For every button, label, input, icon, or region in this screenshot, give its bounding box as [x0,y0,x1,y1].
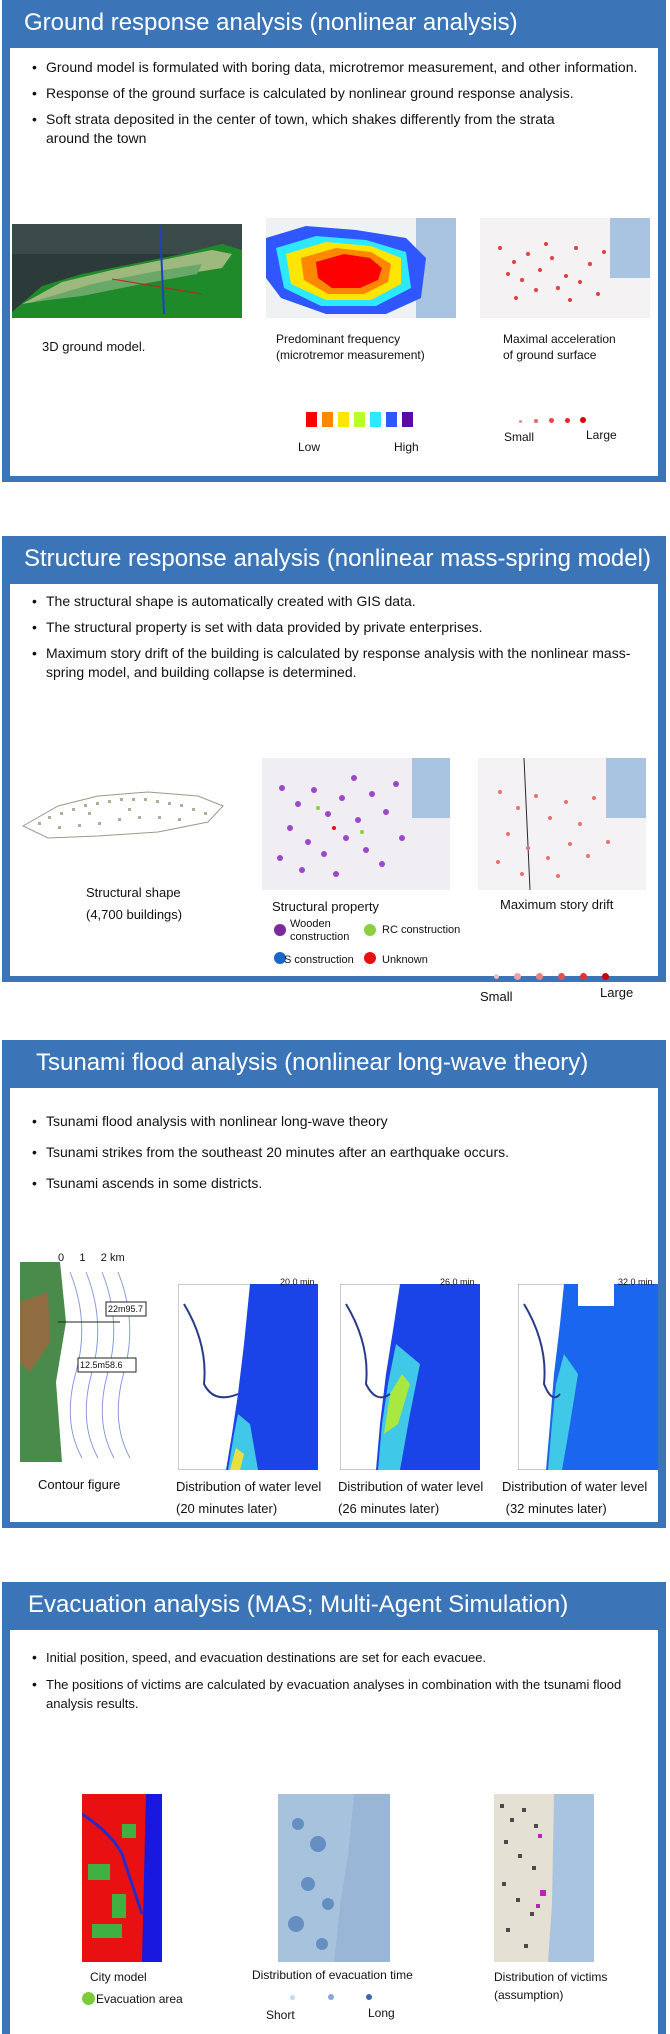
frequency-caption-1: Predominant frequency [276,332,401,346]
bullet-list [32,1648,632,1720]
rc-label: RC construction [382,924,461,936]
evacuation-analysis-panel [2,1582,666,2034]
acceleration-legend-small: Small [504,430,535,444]
tsunami-flood-panel [2,1040,666,1528]
legend-marker-1 [494,974,499,979]
wooden-marker [274,924,286,936]
ground-response-panel [2,0,666,482]
victims-distribution-map [494,1794,594,1962]
predominant-frequency-map [266,218,456,318]
evacuation-time-caption: Distribution of evacuation time [252,1968,413,1982]
bullet-item: • Tsunami ascends in some districts. [32,1174,632,1193]
legend-marker-short [290,1995,295,2000]
victims-caption-1: Distribution of victims [494,1970,608,1984]
structure-response-panel [2,536,666,1004]
max-acceleration-map [480,218,650,318]
structural-shape-caption-2: (4,700 buildings) [86,907,183,922]
map-time-20: 20.0 min. [280,1277,318,1287]
ground-model-caption: 3D ground model. [42,339,146,354]
frequency-scale-swatch [322,412,333,427]
bullet-item: • Tsunami strikes from the southeast 20 minutes after an earthquake occurs. [32,1143,632,1162]
section-body [10,48,658,476]
water-level-map-32 [518,1284,658,1470]
bullet-item: • Maximum story drift of the building is calculated by response analysis with the nonlinear mass-spring model, and building collapse is determined. [32,644,658,682]
map-caption-32-2: (32 minutes later) [502,1501,607,1516]
drift-caption: Maximum story drift [500,897,614,912]
bullet-list [32,58,642,155]
section-title: Tsunami flood analysis (nonlinear long-wave theory) [36,1049,589,1076]
acceleration-legend-large: Large [586,428,617,442]
drift-legend-small: Small [480,989,513,1004]
structural-shape-caption-1: Structural shape [86,885,181,900]
frequency-legend-high: High [394,440,419,454]
bullet-item: • The structural property is set with data provided by private enterprises. [32,618,658,637]
map-time-32: 32.0 min. [618,1277,656,1287]
map-caption-26-1: Distribution of water level [338,1479,484,1494]
legend-marker-6 [602,973,609,980]
frequency-scale-swatch [306,412,317,427]
section-body [10,1088,658,1522]
contour-caption: Contour figure [38,1477,121,1492]
legend-marker-5 [580,417,586,423]
frequency-scale-swatch [370,412,381,427]
wooden-label: Wooden construction [290,918,350,943]
evacuation-area-label: Evacuation area [96,1992,183,2006]
evacuation-time-map [278,1794,390,1962]
legend-marker-3 [549,418,554,423]
map-caption-20-2: (20 minutes later) [176,1501,278,1516]
evacuation-time-short: Short [266,2008,295,2022]
bullet-item: • The positions of victims are calculated by evacuation analyses in combination with the tsunami flood analysis results. [32,1675,632,1713]
section-title: Ground response analysis (nonlinear analysis) [24,9,518,36]
contour-label-b: 12.5m58.6 [80,1360,123,1370]
bullet-list [32,1112,632,1200]
legend-marker-5 [580,973,587,980]
acceleration-caption-2: of ground surface [503,348,597,362]
acceleration-caption-1: Maximal acceleration [503,332,616,346]
map-caption-32-1: Distribution of water level [502,1479,648,1494]
bullet-item: • Response of the ground surface is calculated by nonlinear ground response analysis. [32,84,642,103]
frequency-scale-swatch [402,412,413,427]
ground-model-image [12,224,242,318]
map-caption-26-2: (26 minutes later) [338,1501,440,1516]
legend-marker-3 [536,973,543,980]
legend-marker-4 [565,418,570,423]
structural-property-caption: Structural property [272,899,379,914]
frequency-legend-low: Low [298,440,321,454]
unknown-label: Unknown [382,954,428,966]
frequency-scale-swatch [354,412,365,427]
section-body [10,1630,658,2034]
drift-legend-large: Large [600,985,634,1000]
frequency-scale-swatch [386,412,397,427]
section-body [10,584,658,1004]
legend-marker-2 [534,419,538,423]
map-time-26: 26.0 min. [440,1277,478,1287]
structural-shape-image [18,766,230,846]
water-level-map-20 [178,1284,318,1470]
contour-label-a: 22m95.7 [108,1304,144,1314]
contour-scale: 0 1 2 km [58,1252,125,1264]
legend-marker-mid [328,1994,334,2000]
victims-caption-2: (assumption) [494,1988,564,2002]
bullet-item: • Tsunami flood analysis with nonlinear long-wave theory [32,1112,632,1131]
max-story-drift-map [478,758,646,890]
frequency-scale-swatch [338,412,349,427]
legend-marker-long [366,1994,372,2000]
bullet-item: • The structural shape is automatically created with GIS data. [32,592,658,611]
legend-marker-4 [558,973,565,980]
structural-property-map [262,758,450,890]
rc-marker [364,924,376,936]
evacuation-area-marker [82,1992,95,2005]
legend-marker-1 [519,420,522,423]
s-label: S construction [284,954,354,966]
city-model-caption: City model [90,1970,147,1984]
bullet-item: • Ground model is formulated with boring data, microtremor measurement, and other information. [32,58,642,77]
frequency-caption-2: (microtremor measurement) [276,348,425,362]
bullet-list [32,592,658,689]
map-caption-20-1: Distribution of water level [176,1479,322,1494]
evacuation-time-long: Long [368,2006,395,2020]
section-title: Structure response analysis (nonlinear mass-spring model) [24,545,651,572]
bullet-item: • Initial position, speed, and evacuation destinations are set for each evacuee. [32,1648,632,1667]
city-model-map [82,1794,162,1962]
water-level-map-26 [340,1284,480,1470]
bullet-item: • Soft strata deposited in the center of town, which shakes differently from the strata around the town [32,110,566,148]
legend-marker-2 [514,973,521,980]
unknown-marker [364,952,376,964]
section-title: Evacuation analysis (MAS; Multi-Agent Simulation) [28,1591,569,1618]
